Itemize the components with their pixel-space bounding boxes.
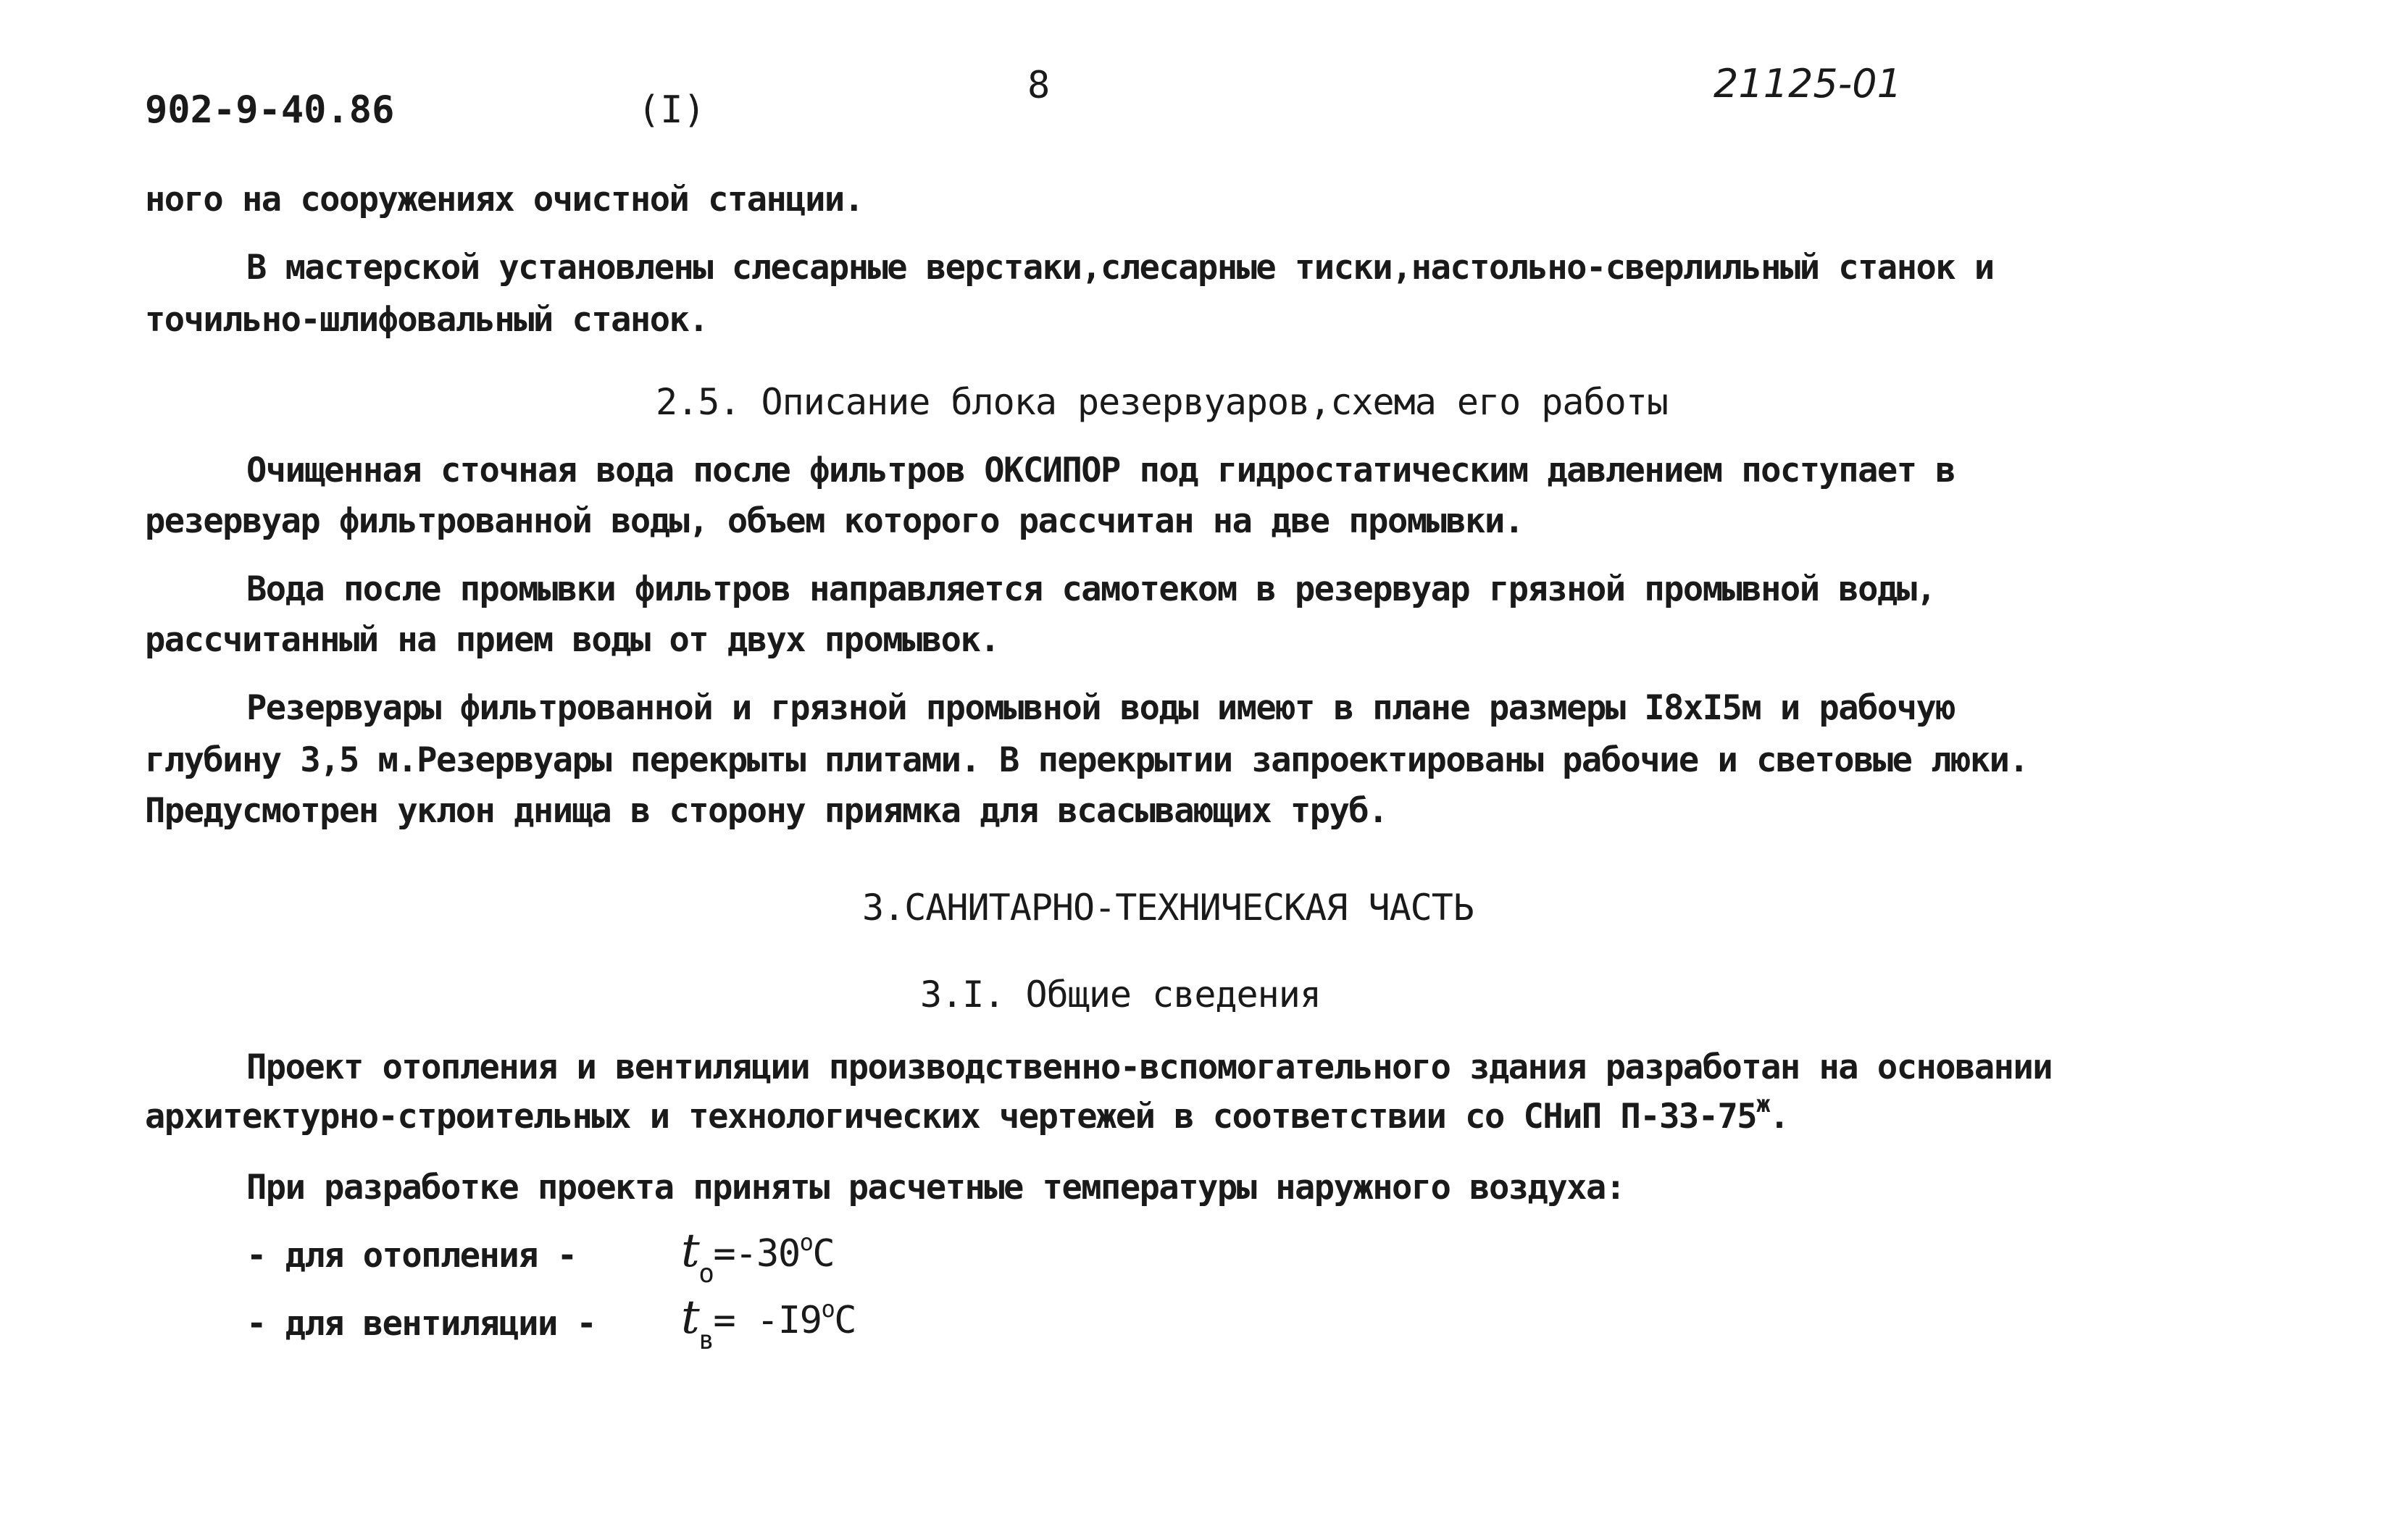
temperature-value: = -I9	[713, 1299, 822, 1342]
temperature-symbol: t	[681, 1291, 699, 1344]
text-line: Проект отопления и вентиляции производственно-вспомогательного здания разработан на основании	[246, 1047, 2053, 1087]
text-line: Вода после промывки фильтров направляется самотеком в резервуар грязной промывной воды,	[246, 569, 1936, 609]
album-number: (I)	[638, 88, 706, 132]
temperature-unit: С	[812, 1232, 835, 1276]
page-number: 8	[1027, 64, 1051, 107]
text-line: точильно-шлифовальный станок.	[145, 300, 709, 340]
text-line: В мастерской установлены слесарные верстаки,слесарные тиски,настольно-сверлильный станок и	[246, 248, 1994, 288]
text-line: ного на сооружениях очистной станции.	[145, 180, 864, 219]
temperature-symbol: t	[681, 1224, 699, 1278]
sheet-code: 21125-01	[1713, 61, 1902, 106]
text-line: Предусмотрен уклон днища в сторону приямка для всасывающих труб.	[145, 791, 1387, 831]
text-line: рассчитанный на прием воды от двух промывок.	[145, 620, 1000, 660]
vent-label: - для вентиляции -	[246, 1304, 596, 1344]
heating-temperature	[681, 1224, 835, 1289]
text-line: При разработке проекта приняты расчетные температуры наружного воздуха:	[246, 1168, 1625, 1208]
text-line: Резервуары фильтрованной и грязной промывной воды имеют в плане размеры I8xI5м и рабочую	[246, 688, 1955, 728]
temperature-subscript: в	[698, 1326, 714, 1355]
text-span: архитектурно-строительных и технологических чертежей в соответствии со СНиП П-33-75	[145, 1097, 1757, 1137]
heating-label: - для отопления -	[246, 1236, 577, 1276]
degree-mark: о	[821, 1295, 835, 1323]
text-line: резервуар фильтрованной воды, объем которого рассчитан на две промывки.	[145, 501, 1524, 541]
temperature-subscript: о	[698, 1259, 714, 1289]
vent-temperature	[681, 1291, 856, 1355]
temperature-value: =-30	[713, 1232, 800, 1276]
degree-mark: о	[799, 1229, 813, 1256]
text-span: .	[1769, 1097, 1789, 1137]
temperature-unit: С	[834, 1299, 856, 1342]
text-line: Очищенная сточная вода после фильтров ОКСИПОР под гидростатическим давлением поступает в	[246, 451, 1955, 490]
section-heading-2-5: 2.5. Описание блока резервуаров,схема его работы	[656, 381, 1668, 423]
text-line: глубину 3,5 м.Резервуары перекрыты плитами. В перекрытии запроектированы рабочие и световые люки.	[145, 740, 2029, 780]
document-code: 902-9-40.86	[145, 88, 395, 132]
section-heading-3: 3.САНИТАРНО-ТЕХНИЧЕСКАЯ ЧАСТЬ	[862, 887, 1474, 929]
superscript-mark: ж	[1756, 1090, 1769, 1118]
text-line	[145, 1090, 1789, 1137]
section-heading-3-1: 3.I. Общие сведения	[920, 974, 1321, 1016]
